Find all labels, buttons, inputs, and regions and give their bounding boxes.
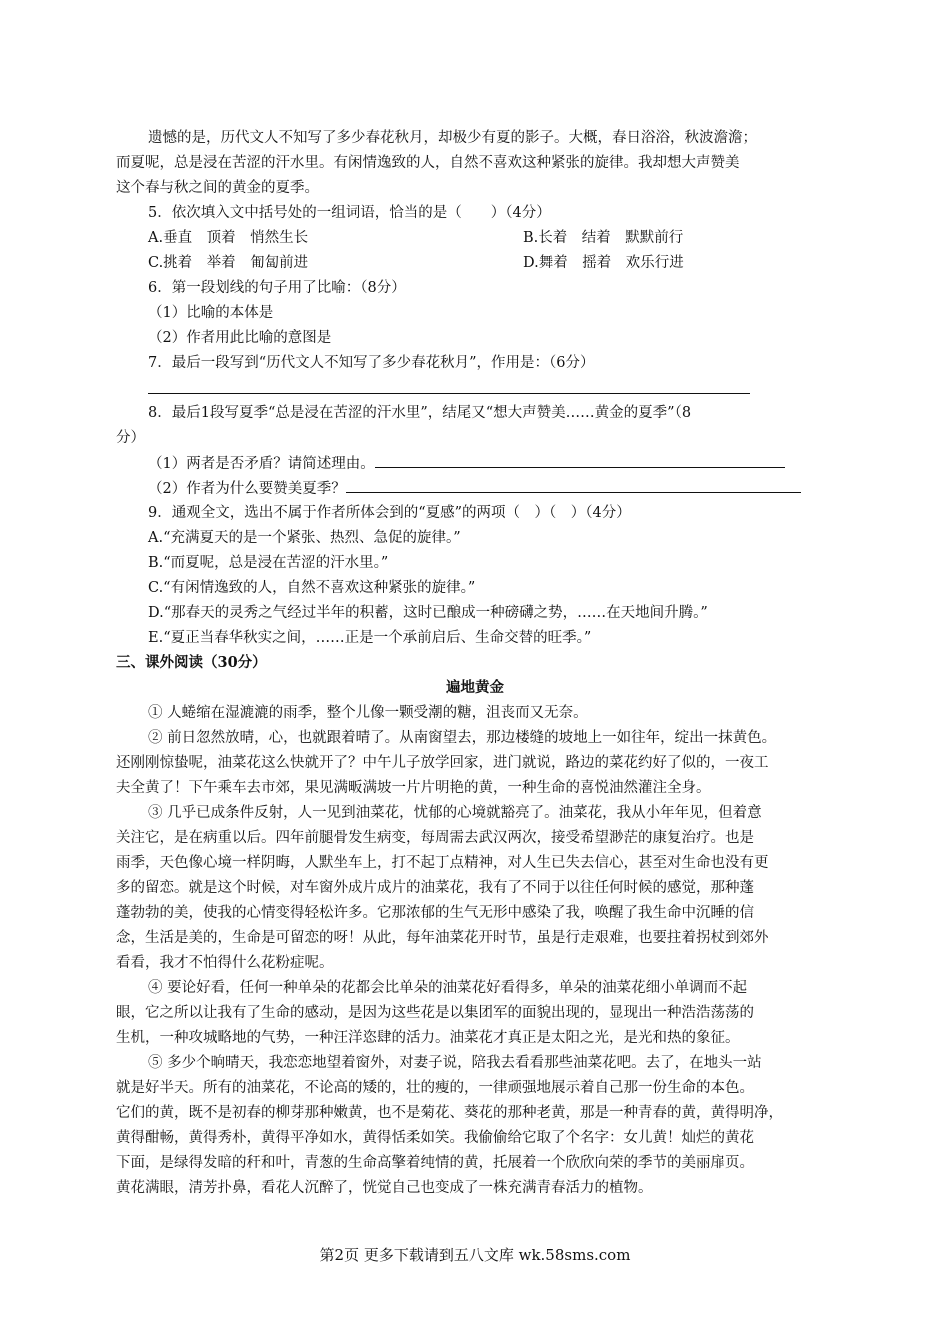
- reading-line: ① 人蜷缩在湿漉漉的雨季，整个儿像一颗受潮的糖，沮丧而又无奈。: [148, 705, 588, 721]
- question-7-answer-line[interactable]: [148, 393, 750, 394]
- section-3-heading: 三、课外阅读（30分）: [116, 654, 267, 671]
- page-footer: 第2页 更多下载请到五八文库 wk.58sms.com: [319, 1246, 631, 1264]
- reading-line: 就是好半天。所有的油菜花，不论高的矮的，壮的瘦的，一律顽强地展示着自己那一份生命的本色。: [116, 1080, 754, 1096]
- reading-line: ⑤ 多少个晌晴天，我恋恋地望着窗外，对妻子说，陪我去看看那些油菜花吧。去了，在地头一站: [148, 1055, 762, 1071]
- reading-line: ② 前日忽然放晴，心，也就跟着晴了。从南窗望去，那边楼缝的坡地上一如往年，绽出一抹黄色。: [148, 730, 777, 746]
- question-8-part-2-blank[interactable]: [346, 478, 801, 493]
- question-9-option-a: A.“充满夏天的是一个紧张、热烈、急促的旋律。”: [148, 530, 461, 546]
- question-9-option-d: D.“那春天的灵秀之气经过半年的积蓄，这时已酿成一种磅礴之势，……在天地间升腾。”: [148, 605, 708, 621]
- passage-line: 而夏呢，总是浸在苦涩的汗水里。有闲情逸致的人，自然不喜欢这种紧张的旋律。我却想大声赞美: [116, 155, 740, 171]
- question-6-part-2: （2）作者用此比喻的意图是: [148, 330, 332, 346]
- reading-line: 看看，我才不怕得什么花粉症呢。: [116, 955, 334, 971]
- question-5-option-d: D.舞着 摇着 欢乐行进: [523, 255, 684, 271]
- reading-line: 关注它，是在病重以后。四年前腿骨发生病变，每周需去武汉两次，接受希望渺茫的康复治疗。也是: [116, 830, 754, 846]
- question-8-part-1-blank[interactable]: [375, 453, 785, 468]
- reading-line: 还刚刚惊蛰呢，油菜花这么快就开了？中午儿子放学回家，进门就说，路边的菜花约好了似的，一夜工: [116, 755, 769, 771]
- passage-line: 遗憾的是，历代文人不知写了多少春花秋月，却极少有夏的影子。大概，春日浴浴，秋波澹澹；: [148, 130, 757, 146]
- reading-line: 生机，一种攻城略地的气势，一种汪洋恣肆的活力。油菜花才真正是太阳之光，是光和热的象征。: [116, 1030, 740, 1046]
- question-9-option-b: B.“而夏呢，总是浸在苦涩的汗水里。”: [148, 555, 389, 571]
- question-8-part-2-text: （2）作者为什么要赞美夏季？: [148, 481, 346, 497]
- reading-line: 黄花满眼，清芳扑鼻，看花人沉醉了，恍觉自己也变成了一株充满青春活力的植物。: [116, 1180, 653, 1196]
- question-8-part-2: [148, 478, 801, 499]
- question-8-stem: 8．最后1段写夏季“总是浸在苦涩的汗水里”，结尾又“想大声赞美……黄金的夏季”（8: [148, 405, 692, 421]
- question-9-option-c: C.“有闲情逸致的人，自然不喜欢这种紧张的旋律。”: [148, 580, 476, 596]
- reading-line: ④ 要论好看，任何一种单朵的花都会比单朵的油菜花好看得多，单朵的油菜花细小单调而不起: [148, 980, 748, 996]
- reading-line: 下面，是绿得发暗的秆和叶，青葱的生命高擎着纯情的黄，托展着一个欣欣向荣的季节的美丽扉页。: [116, 1155, 754, 1171]
- question-6-part-1: （1）比喻的本体是: [148, 305, 274, 321]
- reading-line: ③ 几乎已成条件反射，人一见到油菜花，忧郁的心境就豁亮了。油菜花，我从小年年见，但着意: [148, 805, 762, 821]
- question-8-part-1-text: （1）两者是否矛盾？请简述理由。: [148, 456, 375, 472]
- question-5-option-a: A.垂直 顶着 悄然生长: [148, 230, 309, 246]
- reading-line: 雨季，天色像心境一样阴晦，人默坐车上，打不起丁点精神，对人生已失去信心，甚至对生命也没有更: [116, 855, 769, 871]
- question-7-stem: 7．最后一段写到“历代文人不知写了多少春花秋月”，作用是：（6分）: [148, 355, 595, 371]
- reading-title: 遍地黄金: [446, 679, 504, 696]
- reading-line: 蓬勃勃的美，使我的心情变得轻松许多。它那浓郁的生气无形中感染了我，唤醒了我生命中沉睡的信: [116, 905, 754, 921]
- question-8-stem-cont: 分）: [116, 430, 145, 446]
- reading-line: 眼，它之所以让我有了生命的感动，是因为这些花是以集团军的面貌出现的，显现出一种浩浩荡荡的: [116, 1005, 754, 1021]
- question-8-part-1: [148, 453, 785, 474]
- question-9-option-e: E.“夏正当春华秋实之间，……正是一个承前启后、生命交替的旺季。”: [148, 630, 592, 646]
- question-5-option-b: B.长着 结着 默默前行: [523, 230, 684, 246]
- question-6-stem: 6．第一段划线的句子用了比喻：（8分）: [148, 280, 406, 296]
- reading-line: 黄得酣畅，黄得秀朴，黄得平净如水，黄得恬柔如笑。我偷偷给它取了个名字：女儿黄！灿烂的黄花: [116, 1130, 754, 1146]
- reading-line: 多的留恋。就是这个时候，对车窗外成片成片的油菜花，我有了不同于以往任何时候的感觉，那种蓬: [116, 880, 754, 896]
- question-9-stem: 9．通观全文，选出不属于作者所体会到的“夏感”的两项（ ）（ ）（4分）: [148, 505, 631, 521]
- reading-line: 夫全黄了！下午乘车去市郊，果见满畈满坡一片片明艳的黄，一种生命的喜悦油然灌注全身。: [116, 780, 711, 796]
- passage-line: 这个春与秋之间的黄金的夏季。: [116, 180, 319, 196]
- question-5-stem: 5．依次填入文中括号处的一组词语，恰当的是（ ）（4分）: [148, 205, 551, 221]
- reading-line: 它们的黄，既不是初春的柳芽那种嫩黄，也不是菊花、葵花的那种老黄，那是一种青春的黄，黄得明净，: [116, 1105, 783, 1121]
- reading-line: 念，生活是美的，生命是可留恋的呀！从此，每年油菜花开时节，虽是行走艰难，也要拄着拐杖到郊外: [116, 930, 769, 946]
- question-5-option-c: C.挑着 举着 匍匐前进: [148, 255, 309, 271]
